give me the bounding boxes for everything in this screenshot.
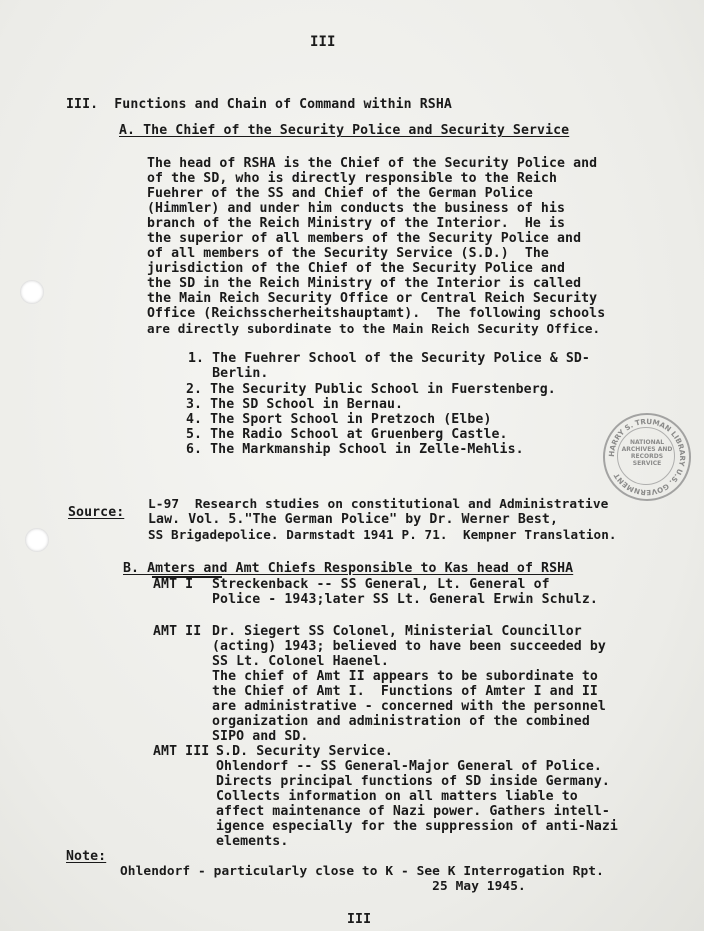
amt3-line: Directs principal functions of SD inside Germany. [216,774,610,789]
para-line: The head of RSHA is the Chief of the Security Police and [147,156,598,171]
note-line: Ohlendorf - particularly close to K - See K Interrogation Rpt. [120,864,604,879]
archive-stamp [603,413,691,501]
para-line: branch of the Reich Ministry of the Interior. He is [147,216,566,231]
amt2-line: the Chief of Amt I. Functions of Amter I and II [212,684,598,699]
school-item: 3. The SD School in Bernau. [186,397,404,412]
para-line: Fuehrer of the SS and Chief of the German Police [147,186,533,201]
school-item: 4. The Sport School in Pretzoch (Elbe) [186,412,492,427]
para-line: the SD in the Reich Ministry of the Interior is called [147,276,582,291]
amt2-line: organization and administration of the combined [212,714,590,729]
source-label: Source: [68,505,125,520]
stamp-center-text: NATIONAL ARCHIVES AND RECORDS SERVICE [621,439,673,467]
para-line: of the SD, who is directly responsible to the Reich [147,171,558,186]
punch-hole-top [20,280,44,304]
source-line: L-97 Research studies on constitutional and Administrative [148,497,609,512]
school-item: 6. The Markmanship School in Zelle-Mehlis. [186,442,524,457]
header-page-number: III [310,34,336,50]
para-line: the superior of all members of the Security Police and [147,231,582,246]
amt2-line: SIPO and SD. [212,729,309,744]
punch-hole-bottom [25,528,49,552]
para-line: jurisdiction of the Chief of the Security Police and [147,261,566,276]
amt2-line: are administrative - concerned with the personnel [212,699,606,714]
school-item: Berlin. [188,366,269,381]
amt2-line: Dr. Siegert SS Colonel, Ministerial Councillor [212,624,582,639]
stamp-ring-text: HARRY S. TRUMAN LIBRARY U.S. GOVERNMENT [606,416,688,498]
amt3-line: Ohlendorf -- SS General-Major General of Police. [216,759,602,774]
source-line: SS Brigadepolice. Darmstadt 1941 P. 71. Kempner Translation. [148,527,617,542]
amt2-line: SS Lt. Colonel Haenel. [212,654,389,669]
amt3-line: affect maintenance of Nazi power. Gathers intell- [216,804,610,819]
amt1-label: AMT I [153,577,194,592]
amt1-line: Police - 1943;later SS Lt. General Erwin Schulz. [212,592,598,607]
amt2-line: (acting) 1943; believed to have been succeeded by [212,639,606,654]
amt2-label: AMT II [153,624,202,639]
amt1-line: Streckenback -- SS General, Lt. General of [212,577,550,592]
school-item: 1. The Fuehrer School of the Security Police & SD- [188,351,590,366]
amt3-line: elements. [216,834,289,849]
source-line: Law. Vol. 5."The German Police" by Dr. Werner Best, [148,512,559,527]
subsection-b-heading: B. Amters and Amt Chiefs Responsible to Kas head of RSHA [123,561,574,576]
amt3-label: AMT III [153,744,210,759]
amt3-line: S.D. Security Service. [216,744,393,759]
note-line: 25 May 1945. [120,879,526,894]
school-item: 5. The Radio School at Gruenberg Castle. [186,427,508,442]
school-item: 2. The Security Public School in Fuerstenberg. [186,382,556,397]
amt2-line: The chief of Amt II appears to be subordinate to [212,669,598,684]
para-line: of all members of the Security Service (S.D.) The [147,246,549,261]
amt3-line: Collects information on all matters liable to [216,789,578,804]
para-line: are directly subordinate to the Main Reich Security Office. [147,321,601,336]
footer-page-number: III [347,912,372,927]
subsection-a-heading: A. The Chief of the Security Police and Security Service [119,123,570,138]
note-label: Note: [66,849,107,864]
para-line: (Himmler) and under him conducts the business of his [147,201,566,216]
amt3-line: igence especially for the suppression of anti-Nazi [216,819,618,834]
para-line: the Main Reich Security Office or Central Reich Security [147,291,598,306]
section-title: III. Functions and Chain of Command within RSHA [66,97,452,112]
para-line: Office (Reichsscherheitshauptamt). The following schools [147,306,606,321]
